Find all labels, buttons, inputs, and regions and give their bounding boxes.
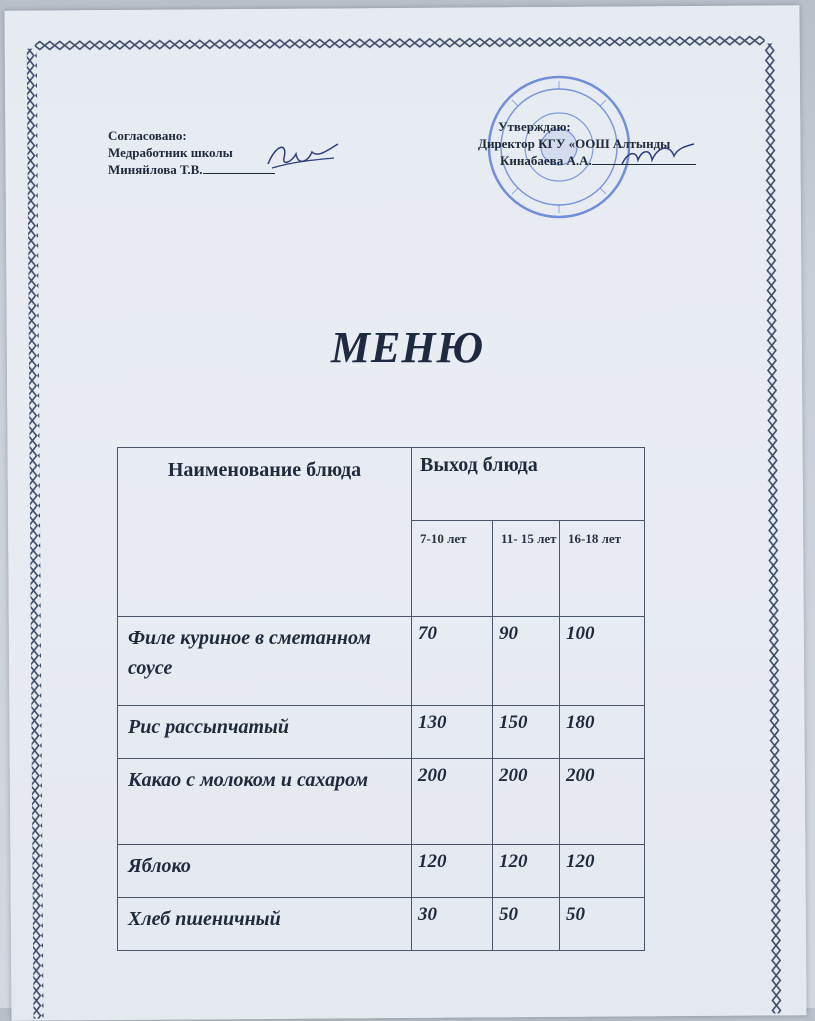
signature-right bbox=[618, 138, 698, 174]
header-output: Выход блюда bbox=[412, 448, 645, 521]
approval-left-block bbox=[108, 127, 275, 178]
header-age-11-15: 11- 15 лет bbox=[493, 521, 560, 617]
value-7-10: 130 bbox=[412, 706, 493, 759]
value-11-15: 90 bbox=[493, 617, 560, 706]
table-row bbox=[118, 845, 645, 898]
approval-left-line3 bbox=[108, 161, 275, 178]
page-title: МЕНЮ bbox=[330, 323, 485, 372]
approval-left-line2: Медработник школы bbox=[108, 145, 233, 160]
table-row bbox=[118, 706, 645, 759]
header-age-7-10: 7-10 лет bbox=[412, 521, 493, 617]
header-age-16-18: 16-18 лет bbox=[560, 521, 645, 617]
header-dish-name: Наименование блюда bbox=[118, 448, 412, 617]
dish-name: Филе куриное в сметанном соусе bbox=[118, 617, 412, 706]
value-11-15: 150 bbox=[493, 706, 560, 759]
dish-name: Какао с молоком и сахаром bbox=[118, 759, 412, 845]
dish-name: Хлеб пшеничный bbox=[118, 898, 412, 951]
value-7-10: 30 bbox=[412, 898, 493, 951]
value-16-18: 100 bbox=[560, 617, 645, 706]
dish-name: Яблоко bbox=[118, 845, 412, 898]
value-11-15: 120 bbox=[493, 845, 560, 898]
approval-left-name: Миняйлова Т.В. bbox=[108, 162, 203, 177]
value-16-18: 120 bbox=[560, 845, 645, 898]
value-16-18: 50 bbox=[560, 898, 645, 951]
value-16-18: 180 bbox=[560, 706, 645, 759]
dish-name: Рис рассыпчатый bbox=[118, 706, 412, 759]
signature-left bbox=[262, 136, 342, 176]
approval-left-line1: Согласовано: bbox=[108, 128, 187, 143]
value-16-18: 200 bbox=[560, 759, 645, 845]
value-7-10: 200 bbox=[412, 759, 493, 845]
table-row bbox=[118, 759, 645, 845]
approval-right-name: Кинабаева А.А. bbox=[500, 153, 592, 168]
menu-table bbox=[117, 447, 645, 951]
table-row bbox=[118, 617, 645, 706]
table-row bbox=[118, 898, 645, 951]
value-7-10: 70 bbox=[412, 617, 493, 706]
value-7-10: 120 bbox=[412, 845, 493, 898]
approval-right-line1: Утверждаю: bbox=[498, 119, 571, 134]
value-11-15: 50 bbox=[493, 898, 560, 951]
approval-right-line2: Директор КГУ «ООШ Алтынды bbox=[478, 136, 671, 151]
value-11-15: 200 bbox=[493, 759, 560, 845]
